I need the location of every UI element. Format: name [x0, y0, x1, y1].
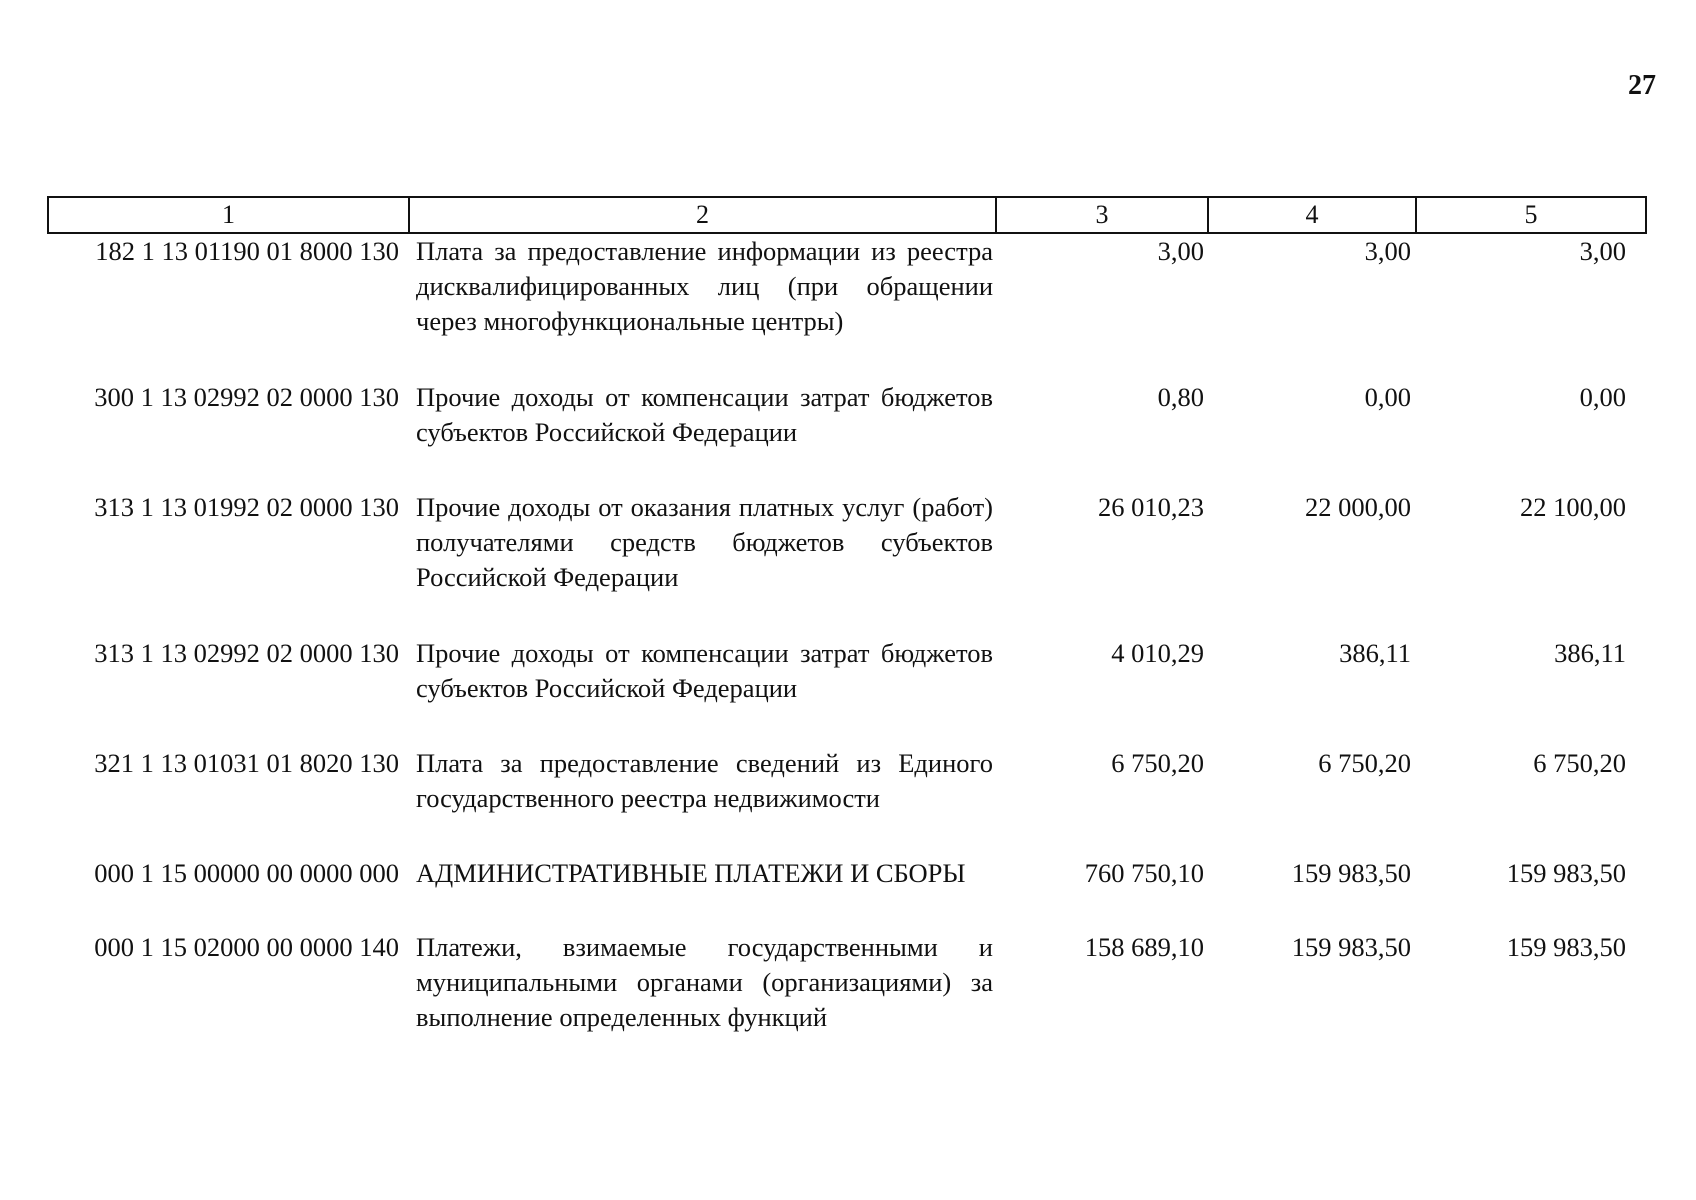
row-value-3: 4 010,29 — [1111, 638, 1204, 668]
row-value-3: 3,00 — [1157, 236, 1204, 266]
row-value-3: 158 689,10 — [1084, 932, 1204, 962]
table-row — [48, 930, 1646, 1040]
row-code: 000 1 15 00000 00 0000 000 — [94, 858, 399, 888]
row-value-3: 760 750,10 — [1084, 858, 1204, 888]
row-value-4: 6 750,20 — [1318, 748, 1411, 778]
row-value-5: 3,00 — [1579, 236, 1626, 266]
row-code: 000 1 15 02000 00 0000 140 — [94, 932, 399, 962]
row-value-3: 6 750,20 — [1111, 748, 1204, 778]
row-value-4: 22 000,00 — [1305, 492, 1411, 522]
row-name: Прочие доходы от компенсации затрат бюджетов субъектов Российской Федерации — [416, 638, 993, 703]
table-row — [48, 380, 1646, 490]
row-name: Прочие доходы от оказания платных услуг (работ) получателями средств бюджетов субъектов Российской Федерации — [416, 492, 993, 592]
row-code: 300 1 13 02992 02 0000 130 — [94, 382, 399, 412]
budget-table — [47, 196, 1645, 1040]
header-col-3: 3 — [996, 197, 1208, 233]
row-value-4: 159 983,50 — [1291, 858, 1411, 888]
row-value-4: 386,11 — [1339, 638, 1411, 668]
row-name: Плата за предоставление сведений из Единого государственного реестра недвижимости — [416, 748, 993, 813]
revenue-table — [47, 196, 1647, 1040]
row-code: 313 1 13 01992 02 0000 130 — [94, 492, 399, 522]
page-number: 27 — [1628, 70, 1656, 101]
header-col-4: 4 — [1208, 197, 1416, 233]
header-col-5: 5 — [1416, 197, 1646, 233]
row-value-5: 6 750,20 — [1533, 748, 1626, 778]
row-value-5: 386,11 — [1554, 638, 1626, 668]
row-value-4: 159 983,50 — [1291, 932, 1411, 962]
row-value-5: 22 100,00 — [1520, 492, 1626, 522]
table-row — [48, 490, 1646, 636]
table-row — [48, 233, 1646, 380]
row-name: Плата за предоставление информации из реестра дисквалифицированных лиц (при обращении через многофункциональные центры) — [416, 236, 993, 336]
row-code: 182 1 13 01190 01 8000 130 — [95, 236, 399, 266]
row-name: АДМИНИСТРАТИВНЫЕ ПЛАТЕЖИ И СБОРЫ — [416, 858, 966, 888]
table-row — [48, 856, 1646, 930]
row-value-3: 0,80 — [1157, 382, 1204, 412]
header-col-2: 2 — [409, 197, 996, 233]
row-value-3: 26 010,23 — [1098, 492, 1204, 522]
table-header — [48, 197, 1646, 233]
table-row — [48, 636, 1646, 746]
row-value-5: 159 983,50 — [1506, 932, 1626, 962]
row-name: Платежи, взимаемые государственными и муниципальными органами (организациями) за выполнение определенных функций — [416, 932, 993, 1032]
table-row — [48, 746, 1646, 856]
row-value-5: 159 983,50 — [1506, 858, 1626, 888]
row-value-5: 0,00 — [1579, 382, 1626, 412]
row-code: 321 1 13 01031 01 8020 130 — [94, 748, 399, 778]
row-value-4: 0,00 — [1364, 382, 1411, 412]
row-value-4: 3,00 — [1364, 236, 1411, 266]
row-code: 313 1 13 02992 02 0000 130 — [94, 638, 399, 668]
header-col-1: 1 — [48, 197, 409, 233]
row-name: Прочие доходы от компенсации затрат бюджетов субъектов Российской Федерации — [416, 382, 993, 447]
